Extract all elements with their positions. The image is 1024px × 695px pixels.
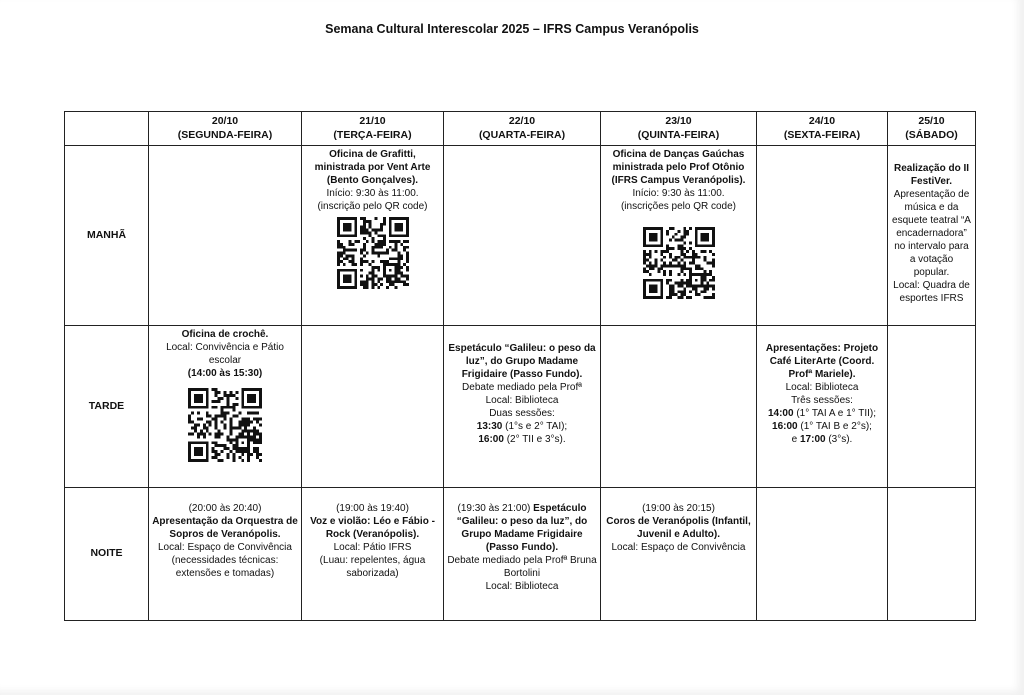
day-header-thu: 23/10 (QUINTA-FEIRA) xyxy=(601,112,757,146)
header-row xyxy=(65,112,976,146)
period-label-tarde: TARDE xyxy=(65,326,149,488)
cell-manha-mon xyxy=(149,146,302,326)
qr-code-icon[interactable] xyxy=(334,217,412,289)
cell-tarde-sat xyxy=(888,326,976,488)
cell-manha-fri xyxy=(757,146,888,326)
qr-code-icon[interactable] xyxy=(640,227,718,299)
cell-noite-tue: (19:00 às 19:40) Voz e violão: Léo e Fábio - Rock (Veranópolis). Local: Pátio IFRS (Luau: repelentes, água saborizada) xyxy=(302,488,444,621)
cell-noite-sat xyxy=(888,488,976,621)
manha-row xyxy=(65,146,976,326)
day-header-mon: 20/10 (SEGUNDA-FEIRA) xyxy=(149,112,302,146)
cell-tarde-mon: Oficina de crochê. Local: Convivência e Pátio escolar (14:00 às 15:30) xyxy=(149,326,302,488)
cell-tarde-tue xyxy=(302,326,444,488)
page-title: Semana Cultural Interescolar 2025 – IFRS Campus Veranópolis xyxy=(325,22,699,36)
noite-row xyxy=(65,488,976,621)
cell-manha-sat: Realização do II FestiVer. Apresentação de música e da esquete teatral “A encadernadora” no intervalo para a votação popular. Local: Quadra de esportes IFRS xyxy=(888,146,976,326)
cell-tarde-thu xyxy=(601,326,757,488)
cell-noite-mon: (20:00 às 20:40) Apresentação da Orquestra de Sopros de Veranópolis. Local: Espaço de Convivência (necessidades técnicas: extensões e tomadas) xyxy=(149,488,302,621)
cell-tarde-wed: Espetáculo “Galileu: o peso da luz”, do Grupo Madame Frigidaire (Passo Fundo). Debate mediado pela Profª Local: Biblioteca Duas sessões: 13:30 (1°s e 2° TAI); 16:00 (2° TII e 3°s). xyxy=(444,326,601,488)
corner-cell xyxy=(65,112,149,146)
qr-code-icon[interactable] xyxy=(188,388,262,462)
schedule-table xyxy=(64,111,976,621)
day-header-tue: 21/10 (TERÇA-FEIRA) xyxy=(302,112,444,146)
cell-noite-thu: (19:00 às 20:15) Coros de Veranópolis (Infantil, Juvenil e Adulto). Local: Espaço de Convivência xyxy=(601,488,757,621)
tarde-row xyxy=(65,326,976,488)
cell-tarde-fri: Apresentações: Projeto Café LiterArte (Coord. Profª Mariele). Local: Biblioteca Três sessões: 14:00 (1° TAI A e 1° TII); 16:00 (1° TAI B e 2°s); e 17:00 (3°s). xyxy=(757,326,888,488)
day-header-fri: 24/10 (SEXTA-FEIRA) xyxy=(757,112,888,146)
cell-noite-wed: (19:30 às 21:00) Espetáculo “Galileu: o peso da luz”, do Grupo Madame Frigidaire (Passo Fundo). Debate mediado pela Profª Bruna Bortolini Local: Biblioteca xyxy=(444,488,601,621)
day-header-sat: 25/10 (SÁBADO) xyxy=(888,112,976,146)
day-header-wed: 22/10 (QUARTA-FEIRA) xyxy=(444,112,601,146)
period-label-noite: NOITE xyxy=(65,488,149,621)
cell-manha-tue: Oficina de Grafitti, ministrada por Vent Arte (Bento Gonçalves). Início: 9:30 às 11:00. (inscrição pelo QR code) xyxy=(302,146,444,326)
cell-noite-fri xyxy=(757,488,888,621)
period-label-manha: MANHÃ xyxy=(65,146,149,326)
cell-manha-wed xyxy=(444,146,601,326)
cell-manha-thu: Oficina de Danças Gaúchas ministrada pelo Prof Otônio (IFRS Campus Veranópolis). Início: 9:30 às 11:00. (inscrições pelo QR code) xyxy=(601,146,757,326)
